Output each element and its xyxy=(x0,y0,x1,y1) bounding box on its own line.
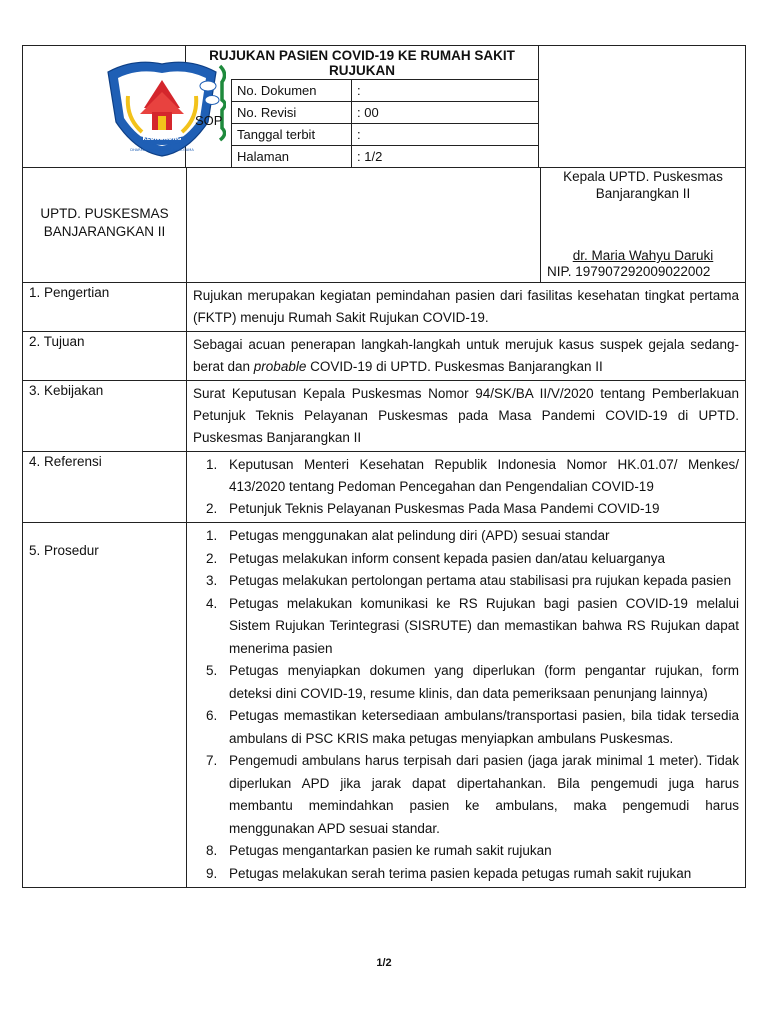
list-item: 1. Keputusan Menteri Kesehatan Republik Indonesia Nomor HK.01.07/ Menkes/ 413/2020 tentang Pedoman Pencegahan dan Pengendalian COVID-19 xyxy=(221,454,739,498)
meta-key: Tanggal terbit xyxy=(232,124,352,146)
meta-value: : 00 xyxy=(352,102,539,124)
meta-key: No. Revisi xyxy=(232,102,352,124)
list-item: 8. Petugas mengantarkan pasien ke rumah sakit rujukan xyxy=(221,840,739,863)
tujuan-text-b: COVID-19 di UPTD. Puskesmas Banjarangkan II xyxy=(306,359,603,374)
section-text: Surat Keputusan Kepala Puskesmas Nomor 94/SK/BA II/V/2020 tentang Pemberlakuan Petunjuk Teknis Pelayanan Puskesmas pada Masa Pandemi COVID-19 di UPTD. Puskesmas Banjarangkan II xyxy=(187,381,746,452)
list-item: 3. Petugas melakukan pertolongan pertama atau stabilisasi pra rujukan kepada pasien xyxy=(221,570,739,593)
klungkung-logo-icon xyxy=(104,56,226,160)
tujuan-text-a: Sebagai acuan penerapan langkah-langkah untuk merujuk kasus suspek gejala sedang-berat dan xyxy=(193,337,739,374)
list-item: 5. Petugas menyiapkan dokumen yang diperlukan (form pengantar rujukan, form deteksi dini COVID-19, resume klinis, dan data pemeriksaan penunjang lainnya) xyxy=(221,660,739,705)
signature-title: Kepala UPTD. Puskesmas Banjarangkan II xyxy=(563,169,723,201)
blank-cell xyxy=(187,168,541,283)
section-row-kebijakan xyxy=(23,381,746,452)
procedure-list-cell xyxy=(187,523,746,888)
section-row-referensi xyxy=(23,452,746,523)
section-row-tujuan xyxy=(23,332,746,381)
signature-name: dr. Maria Wahyu Daruki xyxy=(572,248,714,263)
meta-row xyxy=(232,80,539,102)
meta-key: No. Dokumen xyxy=(232,80,352,102)
signature-nip: NIP. 197907292009022002 xyxy=(547,264,711,279)
section-row-pengertian xyxy=(23,283,746,332)
page-number: 1/2 xyxy=(376,957,392,969)
meta-value: : 1/2 xyxy=(352,146,539,168)
org-row xyxy=(23,168,746,283)
signature-block xyxy=(541,168,746,283)
list-item: 9. Petugas melakukan serah terima pasien kepada petugas rumah sakit rujukan xyxy=(221,863,739,886)
section-label: 4. Referensi xyxy=(23,452,187,523)
section-text xyxy=(187,332,746,381)
document-title: RUJUKAN PASIEN COVID-19 KE RUMAH SAKIT RUJUKAN xyxy=(209,48,515,78)
meta-key: Halaman xyxy=(232,146,352,168)
section-label: 2. Tujuan xyxy=(23,332,187,381)
meta-value: : xyxy=(352,124,539,146)
meta-row xyxy=(232,124,539,146)
section-row-prosedur xyxy=(23,523,746,888)
svg-text:DHARMANING KSATRIA MAHOTAMA: DHARMANING KSATRIA MAHOTAMA xyxy=(130,148,194,152)
meta-value: : xyxy=(352,80,539,102)
list-item: 1. Petugas menggunakan alat pelindung diri (APD) sesuai standar xyxy=(221,525,739,548)
sop-body-table xyxy=(22,167,746,888)
procedure-list xyxy=(193,525,739,885)
section-text: Rujukan merupakan kegiatan pemindahan pasien dari fasilitas kesehatan tingkat pertama (FKTP) menuju Rumah Sakit Rujukan COVID-19. xyxy=(187,283,746,332)
list-item: 2. Petunjuk Teknis Pelayanan Puskesmas Pada Masa Pandemi COVID-19 xyxy=(221,498,739,520)
document-meta-table xyxy=(231,79,539,168)
list-item: 2. Petugas melakukan inform consent kepada pasien dan/atau keluarganya xyxy=(221,548,739,571)
section-label: 3. Kebijakan xyxy=(23,381,187,452)
sop-label: SOP xyxy=(195,113,223,128)
section-label: 5. Prosedur xyxy=(23,523,187,888)
list-item: 6. Petugas memastikan ketersediaan ambulans/transportasi pasien, bila tidak tersedia ambulans di PSC KRIS maka petugas menyiapkan ambulans Puskesmas. xyxy=(221,705,739,750)
list-item: 4. Petugas melakukan komunikasi ke RS Rujukan bagi pasien COVID-19 melalui Sistem Rujukan Terintegrasi (SISRUTE) dan memastikan bahwa RS Rujukan dapat menerima pasien xyxy=(221,593,739,661)
reference-list xyxy=(193,454,739,520)
meta-row xyxy=(232,146,539,168)
tujuan-italic: probable xyxy=(253,359,307,374)
list-item: 7. Pengemudi ambulans harus terpisah dari pasien (jaga jarak minimal 1 meter). Tidak diperlukan APD jika jarak dapat dipertahankan. Bila pengemudi juga harus membantu memindahkan pasien ke ambulans, maka pengemudi harus menggunakan APD sesuai standar. xyxy=(221,750,739,840)
reference-list-cell xyxy=(187,452,746,523)
section-label: 1. Pengertian xyxy=(23,283,187,332)
svg-text:KLUNGKUNG: KLUNGKUNG xyxy=(142,136,182,142)
meta-row xyxy=(232,102,539,124)
org-name: UPTD. PUSKESMAS BANJARANGKAN II xyxy=(23,168,187,283)
